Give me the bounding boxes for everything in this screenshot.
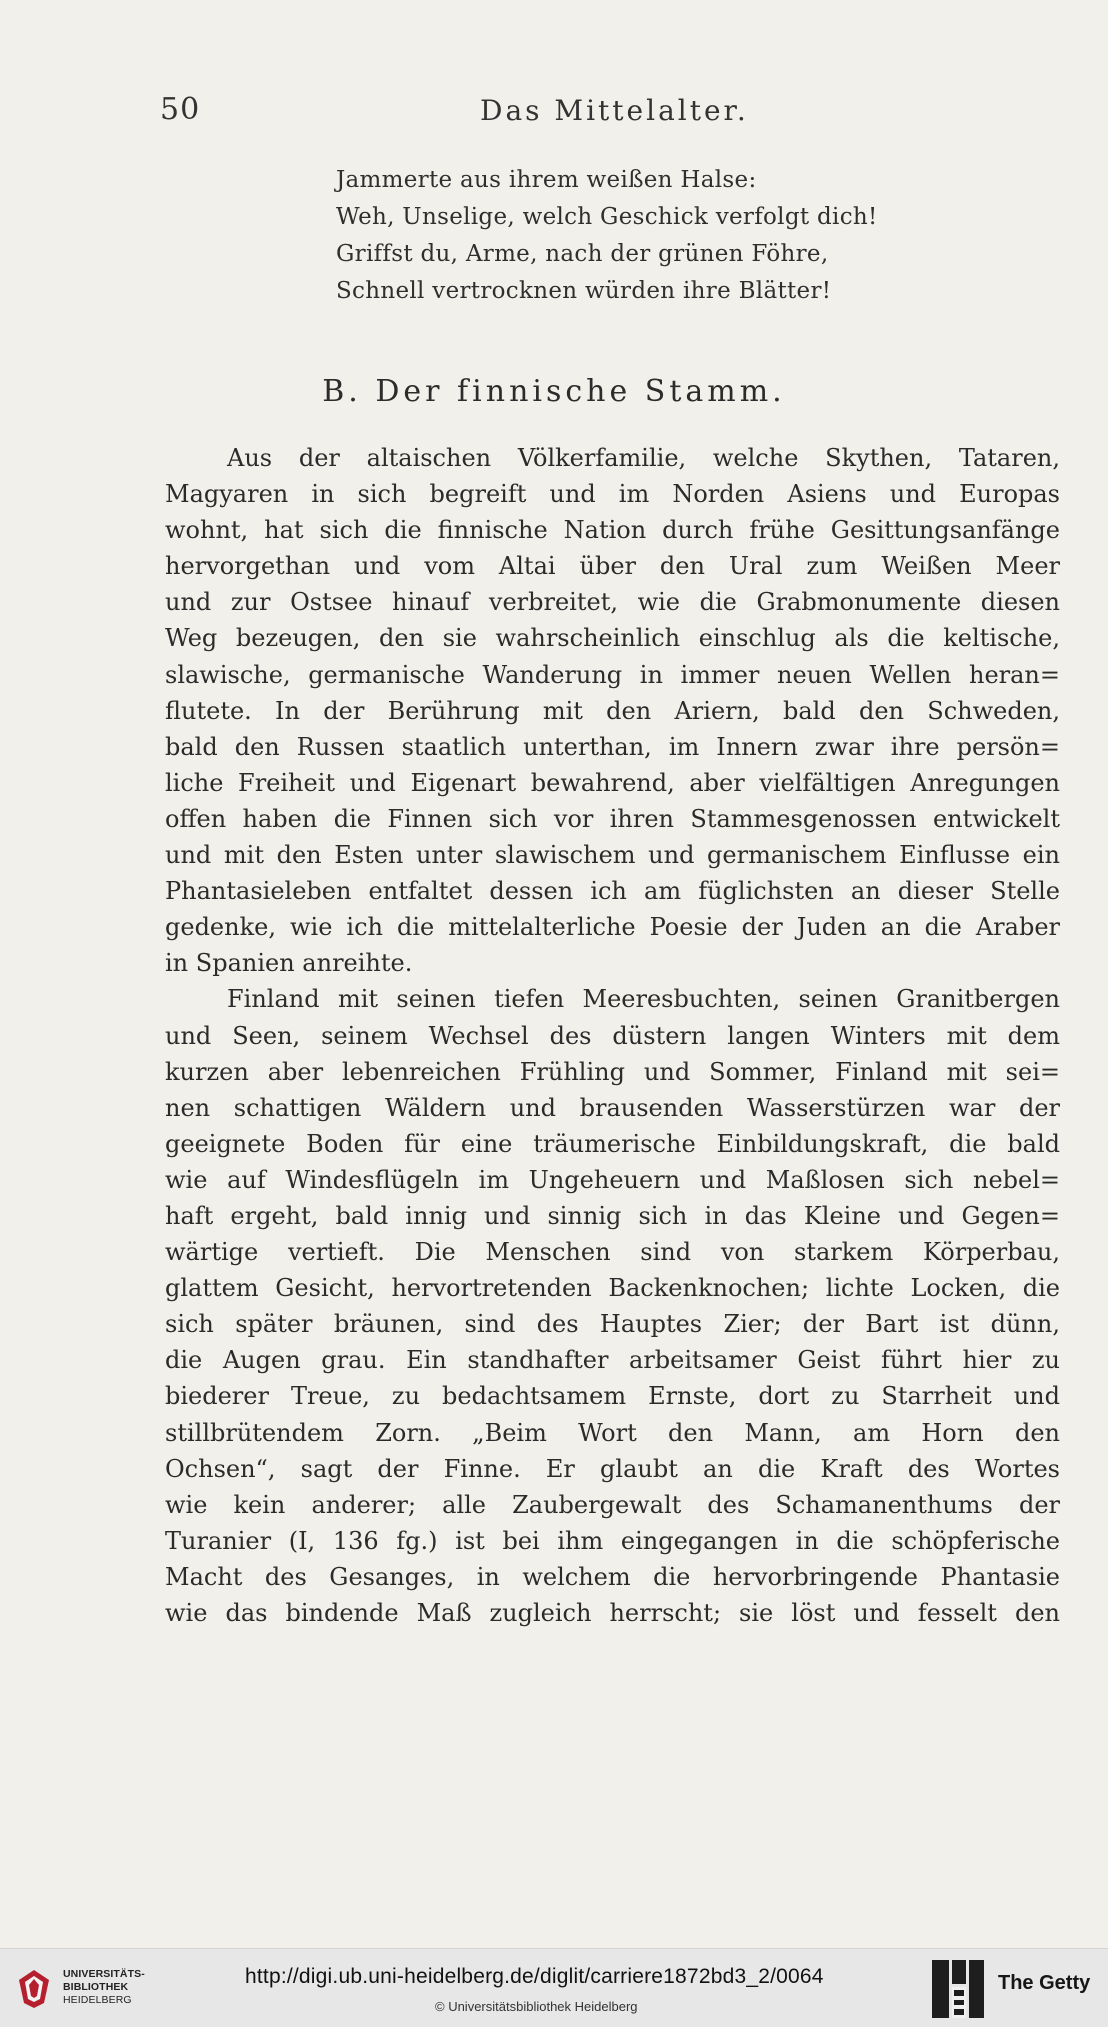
body-line: Ochsen“, sagt der Finne. Er glaubt an die Kraft des Wortes	[165, 1454, 1060, 1483]
body-line: flutete. In der Berührung mit den Ariern, bald den Schweden,	[165, 696, 1060, 725]
section-heading: B. Der finnische Stamm.	[322, 374, 786, 409]
university-seal-icon	[14, 1967, 54, 2011]
getty-logo-icon	[930, 1957, 986, 2021]
body-line: Finland mit seinen tiefen Meeresbuchten, seinen Granitbergen	[227, 985, 1060, 1014]
body-line: Magyaren in sich begreift und im Norden Asiens und Europas	[165, 480, 1060, 509]
body-line: offen haben die Finnen sich vor ihren Stammesgenossen entwickelt	[165, 804, 1060, 833]
library-line: BIBLIOTHEK	[63, 1981, 129, 1993]
body-line: geeignete Boden für eine träumerische Einbildungskraft, die bald	[165, 1129, 1060, 1158]
digital-library-footer	[0, 1948, 1108, 2027]
verse-block	[336, 162, 896, 310]
body-line: biederer Treue, zu bedachtsamem Ernste, dort zu Starrheit und	[165, 1382, 1060, 1411]
body-line: die Augen grau. Ein standhafter arbeitsamer Geist führt hier zu	[165, 1346, 1060, 1375]
verse-line: Weh, Unselige, welch Geschick verfolgt dich!	[336, 204, 878, 230]
body-line: liche Freiheit und Eigenart bewahrend, aber vielfältigen Anregungen	[165, 768, 1060, 797]
body-line: glattem Gesicht, hervortretenden Backenknochen; lichte Locken, die	[165, 1274, 1060, 1303]
body-line: slawische, germanische Wanderung in immer neuen Wellen heran=	[165, 660, 1060, 689]
body-line: wie das bindende Maß zugleich herrscht; sie löst und fesselt den	[165, 1599, 1060, 1627]
body-line: kurzen aber lebenreichen Frühling und Sommer, Finland mit sei=	[165, 1057, 1060, 1086]
body-line: Macht des Gesanges, in welchem die hervorbringende Phantasie	[165, 1562, 1060, 1591]
body-line: wärtige vertieft. Die Menschen sind von starkem Körperbau,	[165, 1238, 1060, 1267]
getty-name: The Getty	[998, 1972, 1091, 1994]
body-line: hervorgethan und vom Altai über den Ural zum Weißen Meer	[165, 552, 1060, 581]
body-line: Weg bezeugen, den sie wahrscheinlich einschlug als die keltische,	[165, 624, 1060, 653]
body-line: haft ergeht, bald innig und sinnig sich in das Kleine und Gegen=	[165, 1201, 1060, 1230]
library-line: HEIDELBERG	[63, 1994, 132, 2006]
library-name	[63, 1968, 203, 2007]
body-line: und zur Ostsee hinauf verbreitet, wie die Grabmonumente diesen	[165, 588, 1060, 617]
body-line: stillbrütendem Zorn. „Beim Wort den Mann, am Horn den	[165, 1418, 1060, 1447]
verse-line: Griffst du, Arme, nach der grünen Föhre,	[336, 241, 829, 267]
body-line: Phantasieleben entfaltet dessen ich am füglichsten an dieser Stelle	[165, 877, 1060, 906]
body-line: Turanier (I, 136 fg.) ist bei ihm eingegangen in die schöpferische	[165, 1526, 1060, 1555]
body-line: nen schattigen Wäldern und brausenden Wasserstürzen war der	[165, 1093, 1060, 1122]
body-line: gedenke, wie ich die mittelalterliche Poesie der Juden an die Araber	[165, 913, 1060, 942]
page-number: 50	[160, 92, 201, 127]
body-line: wie auf Windesflügeln im Ungeheuern und Maßlosen sich nebel=	[165, 1165, 1060, 1194]
body-line: bald den Russen staatlich unterthan, im Innern zwar ihre persön=	[165, 732, 1060, 761]
body-line: und mit den Esten unter slawischem und germanischem Einflusse ein	[165, 841, 1060, 870]
body-line: sich später bräunen, sind des Hauptes Zier; der Bart ist dünn,	[165, 1310, 1060, 1339]
verse-line: Jammerte aus ihrem weißen Halse:	[336, 167, 757, 193]
body-line: in Spanien anreihte.	[165, 949, 413, 978]
copyright-notice: © Universitätsbibliothek Heidelberg	[435, 1999, 638, 2014]
verse-line: Schnell vertrocknen würden ihre Blätter!	[336, 278, 832, 304]
running-title: Das Mittelalter.	[480, 94, 749, 127]
library-line: UNIVERSITÄTS-	[63, 1968, 145, 1980]
permalink-url[interactable]: http://digi.ub.uni-heidelberg.de/diglit/carriere1872bd3_2/0064	[245, 1965, 824, 1988]
body-line: und Seen, seinem Wechsel des düstern langen Winters mit dem	[165, 1021, 1060, 1050]
body-line: wie kein anderer; alle Zaubergewalt des Schamanenthums der	[165, 1490, 1060, 1519]
page-header	[160, 92, 1036, 138]
body-text	[165, 440, 1060, 1631]
body-line: Aus der altaischen Völkerfamilie, welche Skythen, Tataren,	[227, 444, 1060, 472]
body-line: wohnt, hat sich die finnische Nation durch frühe Gesittungsanfänge	[165, 516, 1060, 545]
